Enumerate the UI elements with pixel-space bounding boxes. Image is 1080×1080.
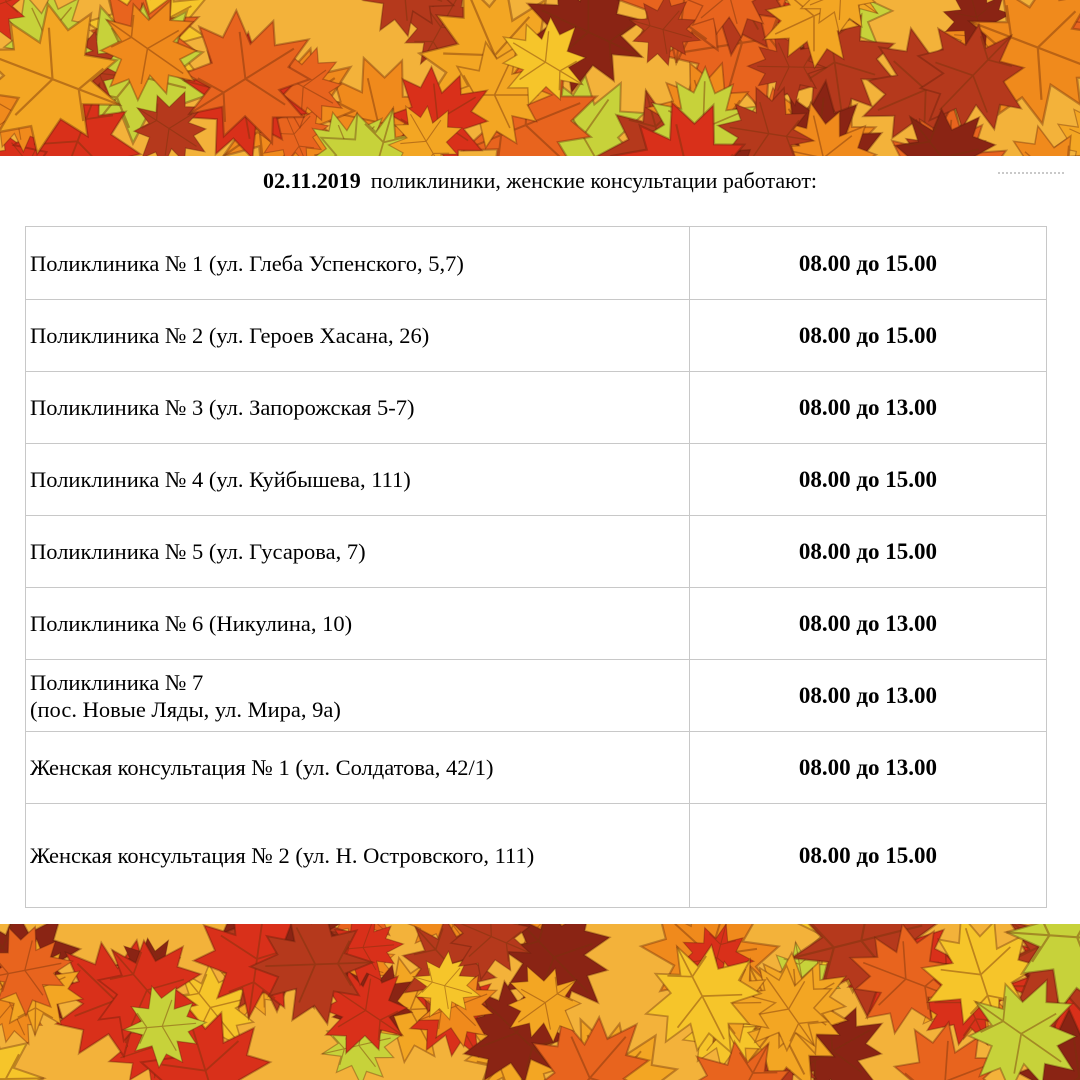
working-hours: 08.00 до 13.00 (689, 372, 1046, 444)
working-hours: 08.00 до 15.00 (689, 300, 1046, 372)
facility-name: Поликлиника № 6 (Никулина, 10) (26, 588, 690, 660)
working-hours: 08.00 до 15.00 (689, 227, 1046, 300)
heading-date: 02.11.2019 (262, 168, 361, 193)
facility-name: Женская консультация № 1 (ул. Солдатова, 42/1) (26, 732, 690, 804)
facility-name: Поликлиника № 4 (ул. Куйбышева, 111) (26, 444, 690, 516)
working-hours: 08.00 до 13.00 (689, 588, 1046, 660)
working-hours: 08.00 до 15.00 (689, 444, 1046, 516)
working-hours: 08.00 до 15.00 (689, 804, 1046, 908)
facility-name: Женская консультация № 2 (ул. Н. Островского, 111) (26, 804, 690, 908)
autumn-leaves-top-image (0, 0, 1080, 156)
facility-name: Поликлиника № 7 (пос. Новые Ляды, ул. Мира, 9а) (26, 660, 690, 732)
schedule-table (25, 226, 1047, 908)
table-row (26, 444, 1047, 516)
table-row (26, 804, 1047, 908)
facility-name: Поликлиника № 5 (ул. Гусарова, 7) (26, 516, 690, 588)
working-hours: 08.00 до 13.00 (689, 732, 1046, 804)
table-row (26, 732, 1047, 804)
table-row (26, 660, 1047, 732)
decorative-dotted-line (998, 172, 1064, 174)
table-row (26, 516, 1047, 588)
facility-address: (пос. Новые Ляды, ул. Мира, 9а) (30, 696, 341, 722)
facility-name: Поликлиника № 2 (ул. Героев Хасана, 26) (26, 300, 690, 372)
table-row (26, 588, 1047, 660)
table-row (26, 227, 1047, 300)
autumn-leaves-bottom-border (0, 924, 1080, 1080)
working-hours: 08.00 до 15.00 (689, 516, 1046, 588)
heading-text: поликлиники, женские консультации работают: (370, 168, 818, 193)
facility-name: Поликлиника № 1 (ул. Глеба Успенского, 5,7) (26, 227, 690, 300)
facility-name: Поликлиника № 3 (ул. Запорожская 5-7) (26, 372, 690, 444)
table-row (26, 372, 1047, 444)
table-row (26, 300, 1047, 372)
schedule-heading (0, 166, 1080, 196)
working-hours: 08.00 до 13.00 (689, 660, 1046, 732)
autumn-leaves-top-border (0, 0, 1080, 156)
autumn-leaves-bottom-image (0, 924, 1080, 1080)
